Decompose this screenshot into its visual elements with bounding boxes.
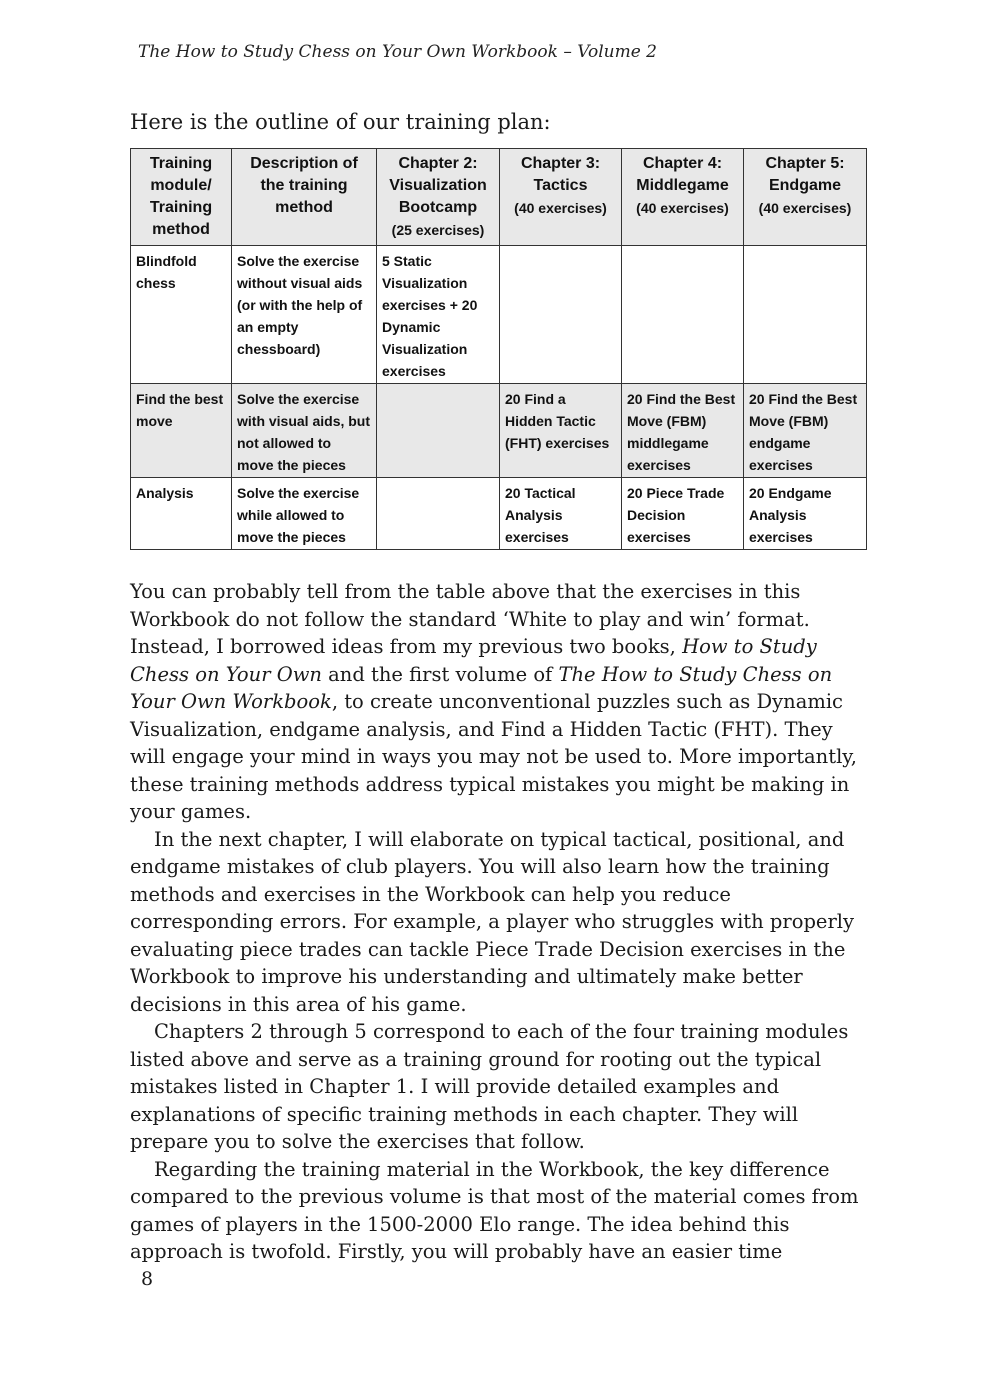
cell-chapter-5: 20 Find the Best Move (FBM) endgame exercises — [744, 384, 867, 478]
page-number: 8 — [141, 1268, 154, 1290]
paragraph: In the next chapter, I will elaborate on typical tactical, positional, and endgame mistakes of club players. You will also learn how the training methods and exercises in the Workbook can help you reduce corresponding errors. For example, a player who struggles with properly evaluating piece trades can tackle Piece Trade Decision exercises in the Workbook to improve his understanding and ultimately make better decisions in this area of his game. — [130, 827, 855, 1016]
header-chapter-5: Chapter 5: Endgame (40 exercises) — [744, 149, 867, 246]
paragraph: You can probably tell from the table above that the exercises in this Workbook do not follow the standard ‘White to play and win’ format. Instead, I borrowed ideas from my previous two books, How to Study Chess on Your Own and the first volume of The How to Study Chess on Your Own Workbook, to create unconventional puzzles such as Dynamic Visualization, endgame analysis, and Find a Hidden Tactic (FHT). They will engage your mind in ways you may not be used to. More importantly, these training methods address typical mistakes you might be making in your games. — [130, 580, 857, 823]
table-row — [131, 384, 867, 478]
header-chapter-2: Chapter 2: Visualization Bootcamp (25 exercises) — [377, 149, 500, 246]
training-plan-table — [130, 148, 867, 550]
cell-description: Solve the exercise while allowed to move the pieces — [232, 478, 377, 550]
cell-module: Find the best move — [131, 384, 232, 478]
cell-description: Solve the exercise without visual aids (or with the help of an empty chessboard) — [232, 246, 377, 384]
table-row — [131, 478, 867, 550]
header-chapter-4: Chapter 4: Middlegame (40 exercises) — [622, 149, 744, 246]
running-head: The How to Study Chess on Your Own Workbook – Volume 2 — [138, 42, 657, 62]
cell-chapter-4: 20 Piece Trade Decision exercises — [622, 478, 744, 550]
cell-chapter-5: 20 Endgame Analysis exercises — [744, 478, 867, 550]
cell-chapter-4 — [622, 246, 744, 384]
table-intro: Here is the outline of our training plan: — [130, 110, 551, 134]
cell-module: Blindfold chess — [131, 246, 232, 384]
paragraph: Regarding the training material in the Workbook, the key difference compared to the previous volume is that most of the material comes from games of players in the 1500-2000 Elo range. The idea behind this approach is twofold. Firstly, you will probably have an easier time — [130, 1157, 859, 1263]
cell-chapter-3 — [500, 246, 622, 384]
cell-chapter-3: 20 Find a Hidden Tactic (FHT) exercises — [500, 384, 622, 478]
cell-chapter-2 — [377, 478, 500, 550]
body-text — [130, 578, 870, 1266]
table-row — [131, 246, 867, 384]
table-header-row — [131, 149, 867, 246]
cell-chapter-2 — [377, 384, 500, 478]
cell-chapter-2: 5 Static Visualization exercises + 20 Dynamic Visualization exercises — [377, 246, 500, 384]
cell-module: Analysis — [131, 478, 232, 550]
paragraph: Chapters 2 through 5 correspond to each of the four training modules listed above and serve as a training ground for rooting out the typical mistakes listed in Chapter 1. I will provide detailed examples and explanations of specific training methods in each chapter. They will prepare you to solve the exercises that follow. — [130, 1020, 849, 1153]
header-description: Description of the training method — [232, 149, 377, 246]
cell-chapter-4: 20 Find the Best Move (FBM) middlegame exercises — [622, 384, 744, 478]
cell-description: Solve the exercise with visual aids, but not allowed to move the pieces — [232, 384, 377, 478]
cell-chapter-3: 20 Tactical Analysis exercises — [500, 478, 622, 550]
header-training-module: Training module/ Training method — [131, 149, 232, 246]
header-chapter-3: Chapter 3: Tactics (40 exercises) — [500, 149, 622, 246]
cell-chapter-5 — [744, 246, 867, 384]
